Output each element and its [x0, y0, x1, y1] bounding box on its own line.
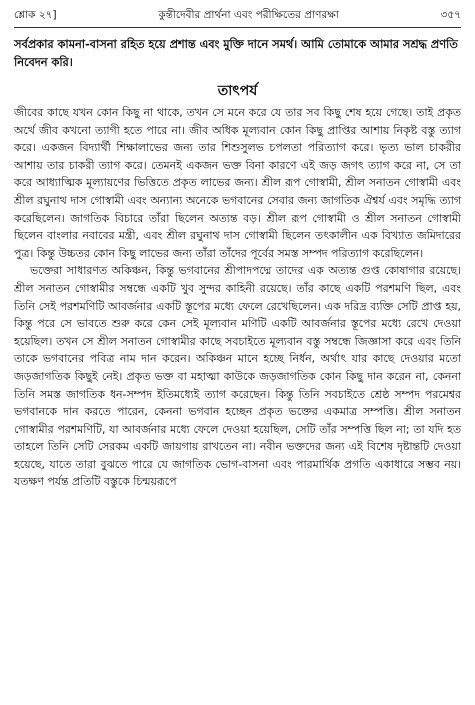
verse-translation: সর্বপ্রকার কামনা-বাসনা রহিত হয়ে প্রশান্ত এবং মুক্তি দানে সমর্থ। আমি তোমাকে আমার সশ্রদ্ধ প্রণতি নিবেদন করি।: [14, 38, 458, 69]
purport-heading: তাৎপর্য: [217, 83, 258, 99]
purport-paragraph-2: ভক্তেরা সাধারণত অকিঞ্চন, কিন্তু ভগবানের শ্রীপাদপদ্মে তাদের এক অত্যন্ত গুপ্ত কোষাগার রয়েছে। শ্রীল সনাতন গোস্বামীর সম্বন্ধে একটি খুব সুন্দর কাহিনী রয়েছে। তাঁর কাছে একটি পরশমণি ছিল, এবং তিনি সেই পরশমণিটি আবর্জনার একটি স্তূপের মধ্যে ফেলে রেখেছিলেন। এক দরিদ্র ব্যক্তি সেটি প্রাপ্ত হয়, কিন্তু পরে সে ভাবতে শুরু করে কেন সেই মূল্যবান মণিটি একটি আবর্জনার স্তূপের মধ্যে রেখে দেওয়া হয়েছিল। তখন সে শ্রীল সনাতন গোস্বামীর কাছে সবচাইতে মূল্যবান বস্তু সম্বন্ধে জিজ্ঞাসা করে এবং তিনি তাকে ভগবানের পবিত্র নাম দান করেন। অকিঞ্চন মানে হচ্ছে নির্ধন, অর্থাৎ যার কাছে দেওয়ার মতো জড়জাগতিক কিছুই নেই। প্রকৃত ভক্ত বা মহাত্মা কাউকে জড়জাগতিক কোন কিছু দান করেন না, কেননা তিনি সমস্ত জাগতিক ধন-সম্পদ ইতিমধ্যেই ত্যাগ করেছেন। কিন্তু তিনি সবচাইতে শ্রেষ্ঠ সম্পদ পরমেশ্বর ভগবানকে দান করতে পারেন, কেননা ভগবান হচ্ছেন প্রকৃত ভক্তের একমাত্র সম্পত্তি। শ্রীল সনাতন গোস্বামীর পরশমণিটি, যা আবর্জনার মধ্যে ফেলে দেওয়া হয়েছিল, সেটি তাঁর সম্পত্তি ছিল না; তা যদি হত তাহলে তিনি সেটি সেরকম একটি জায়গায় রাখতেন না। নবীন ভক্তদের জন্য এই বিশেষ দৃষ্টান্তটি দেওয়া হয়েছে, যাতে তারা বুঝতে পারে যে জাগতিক ভোগ-বাসনা এবং পারমার্থিক প্রগতি একাধারে সম্ভব নয়। যতক্ষণ পর্যন্ত প্রতিটি বস্তুকে চিন্ময়রূপে: [14, 264, 461, 489]
page-number: ৩৫৭: [440, 9, 461, 21]
verse-reference: শ্লোক ২৭]: [14, 9, 57, 21]
chapter-title: কুন্তীদেবীর প্রার্থনা এবং পরীক্ষিতের প্রাণরক্ষা: [158, 9, 339, 21]
purport-paragraph-1: জীবের কাছে যখন কোন কিছু না থাকে, তখন সে মনে করে যে তার সব কিছু শেষ হয়ে গেছে। তাই প্রকৃত অর্থে জীব কখনো ত্যাগী হতে পারে না। জীব অধিক মূল্যবান কোন কিছু প্রাপ্তির আশায় নিকৃষ্ট বস্তু ত্যাগ করে। একজন বিদ্যার্থী শিক্ষালাভের জন্য তার শিশুসুলভ চপলতা পরিত্যাগ করে। ভৃত্য ভাল চাকরীর আশায় তার চাকরী ত্যাগ করে। তেমনই একজন ভক্ত বিনা কারণে এই জড় জগৎ ত্যাগ করে না, সে তা করে আধ্যাত্মিক মূল্যায়ণের ভিত্তিতে প্রকৃত লাভের জন্য। শ্রীল রূপ গোস্বামী, শ্রীল সনাতন গোস্বামী এবং শ্রীল রঘুনাথ দাস গোস্বামী এবং অন্যান্য অনেকে ভগবানের সেবার জন্য জাগতিক ঐশ্বর্য এবং সমৃদ্ধি ত্যাগ করেছিলেন। জাগতিক বিচারে তাঁরা ছিলেন অত্যন্ত বড়। শ্রীল রূপ গোস্বামী ও শ্রীল সনাতন গোস্বামী ছিলেন বাংলার নবাবের মন্ত্রী, এবং শ্রীল রঘুনাথ দাস গোস্বামী ছিলেন তৎকালীন এক বিখ্যাত জমিদারের পুত্র। কিন্তু উচ্চতর কোন কিছু লাভের জন্য তাঁরা তাঁদের পূর্বের সমস্ত সম্পদ পরিত্যাগ করেছিলেন।: [14, 106, 461, 260]
running-header: [14, 8, 461, 28]
